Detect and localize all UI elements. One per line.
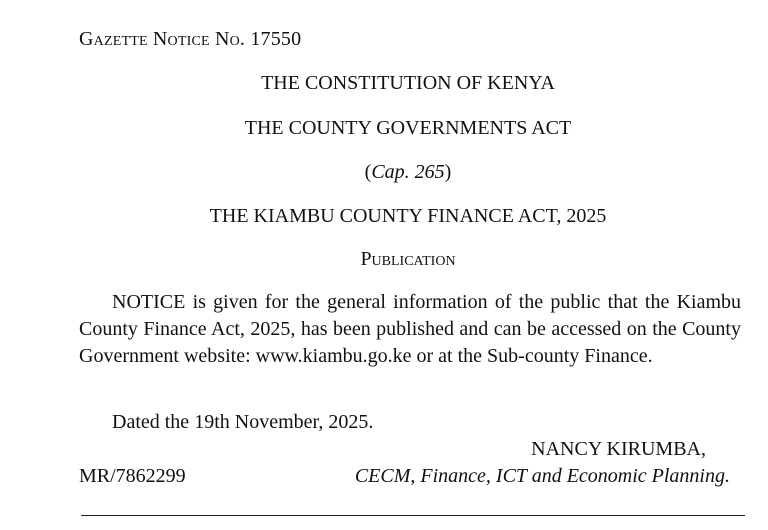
cap-close-paren: ) — [444, 161, 452, 183]
cap-open-paren: ( — [364, 161, 372, 183]
signatory-designation: CECM, Finance, ICT and Economic Planning. — [354, 465, 730, 487]
dated-line: Dated the 19th November, 2025. — [112, 411, 374, 433]
signatory-name: NANCY KIRUMBA, — [531, 438, 706, 460]
heading-finance-act: THE KIAMBU COUNTY FINANCE ACT, 2025 — [209, 205, 607, 227]
reference-number: MR/7862299 — [79, 465, 186, 487]
bottom-divider — [81, 515, 745, 516]
cap-reference — [0, 161, 768, 184]
notice-number: Gazette Notice No. 17550 — [79, 28, 302, 50]
subheading-publication: Publication — [360, 248, 456, 270]
heading-constitution: THE CONSTITUTION OF KENYA — [261, 72, 555, 94]
heading-act: THE COUNTY GOVERNMENTS ACT — [244, 117, 572, 139]
cap-text: Cap. 265 — [371, 161, 445, 183]
notice-body: NOTICE is given for the general information of the public that the Kiambu County Finance Act, 2025, has been published and can be accessed on the County Government website: www.kiambu.go.ke or at the Sub-county Finance. — [79, 291, 741, 367]
